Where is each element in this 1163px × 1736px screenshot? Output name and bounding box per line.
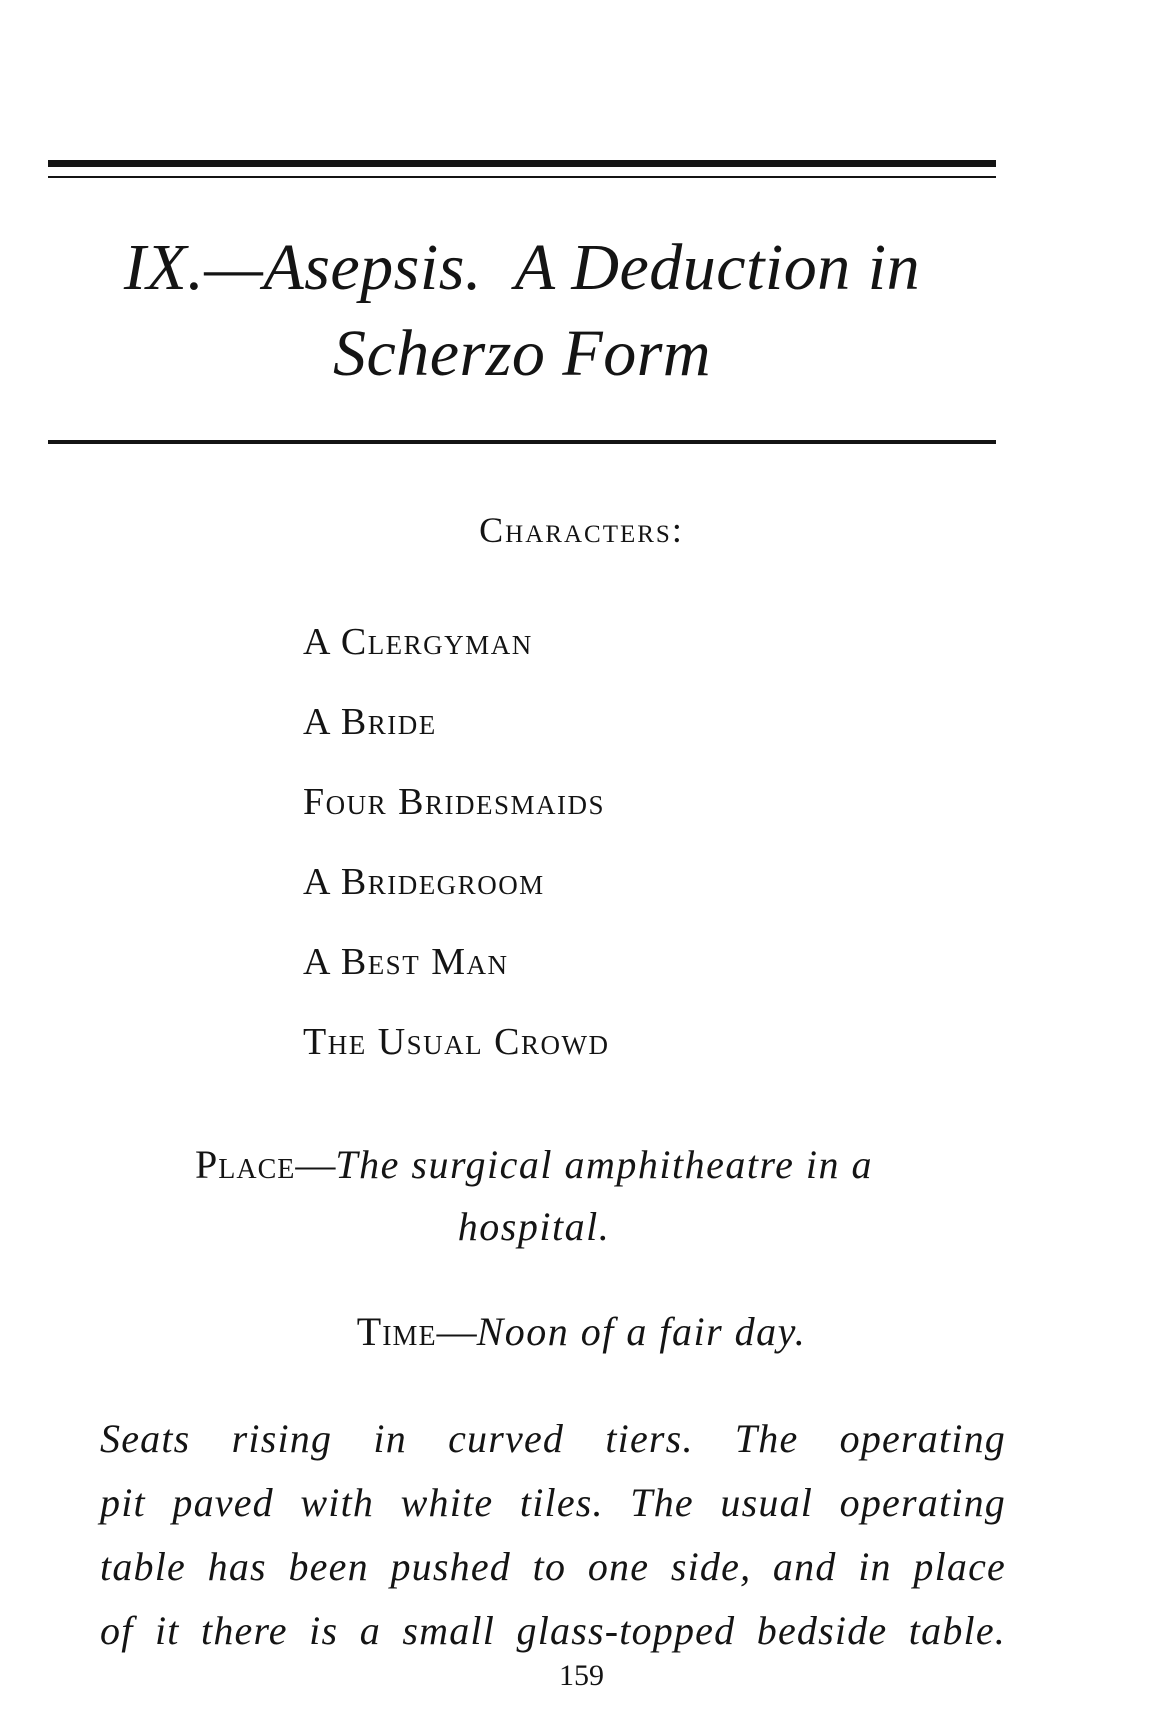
time-text: Noon of a fair day. [476,1309,807,1354]
top-double-rule-thick [48,160,996,167]
character-item: The Usual Crowd [303,1021,610,1063]
chapter-title [48,225,996,397]
time-label: Time [356,1309,437,1354]
page-number: 159 [559,1659,604,1692]
character-item: A Bridegroom [303,861,545,903]
stage-direction-line: of it there is a small glass-topped bedside table. [100,1608,1006,1653]
stage-direction-line: table has been pushed to one side, and in place [100,1544,1006,1589]
character-item: A Clergyman [303,621,533,663]
place-text-line-2: hospital. [457,1204,611,1249]
stage-directions [100,1407,1006,1663]
character-item: A Best Man [303,941,509,983]
place-line [104,1134,964,1258]
place-text-line-1: The surgical amphitheatre in a [335,1142,873,1187]
character-item: Four Bridesmaids [303,781,606,823]
stage-direction-line: Seats rising in curved tiers. The operating [100,1416,1006,1461]
character-list [303,602,610,1082]
place-label: Place [195,1142,296,1187]
stage-direction-line: pit paved with white tiles. The usual operating [100,1480,1006,1525]
time-line [0,1302,1163,1362]
title-bottom-rule [48,440,996,444]
chapter-title-line-1: IX.—Asepsis. A Deduction in [123,231,921,304]
character-item: A Bride [303,701,437,743]
top-double-rule-thin [48,176,996,178]
characters-heading: Characters: [479,510,684,550]
time-dash: — [436,1309,477,1354]
place-dash: — [295,1142,336,1187]
chapter-title-line-2: Scherzo Form [332,317,712,390]
